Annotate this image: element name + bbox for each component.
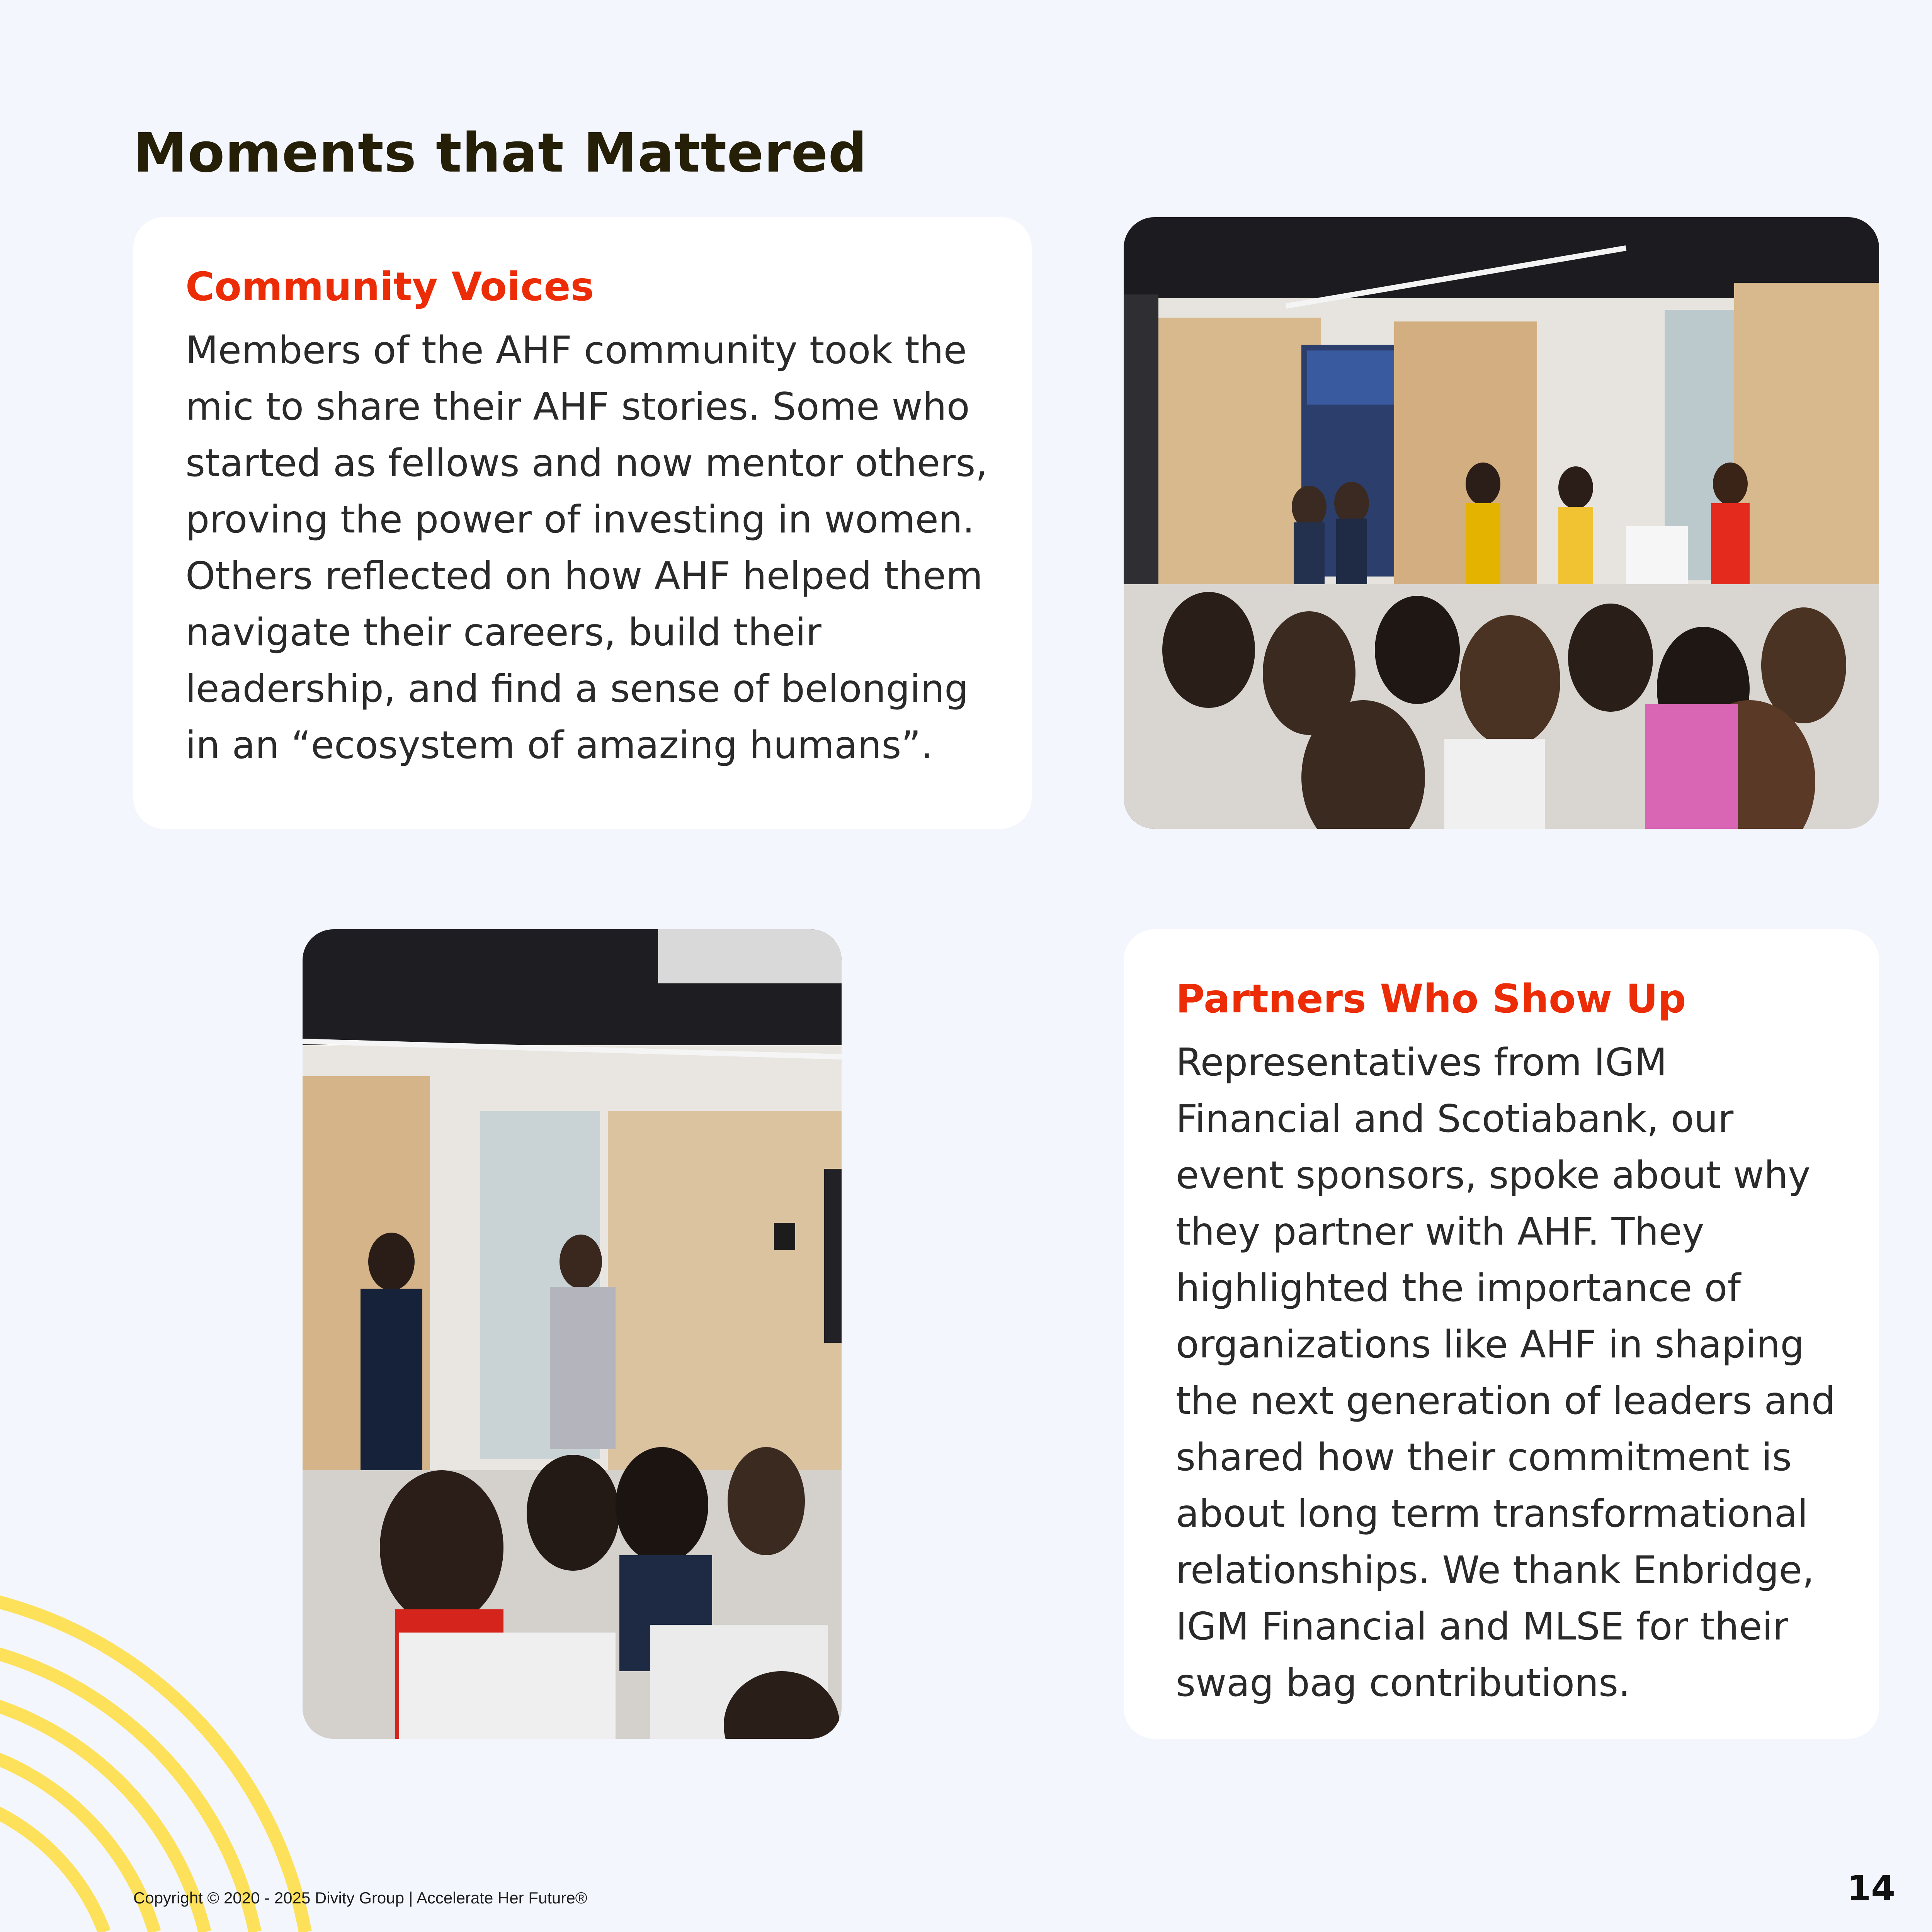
- decorative-arcs-graphic: [0, 1507, 386, 1932]
- partners-title: Partners Who Show Up: [1176, 976, 1686, 1022]
- community-voices-body: Members of the AHF community took the mic to share their AHF stories. Some who started as fellows and now mentor others, proving the power of investing in women. Others reflected on how AHF helped them navigate their careers, build their leadership, and find a sense of belonging in an “ecosystem of amazing humans”.: [185, 328, 988, 768]
- community-voices-card: [133, 217, 1032, 829]
- page-number: 14: [1847, 1868, 1895, 1909]
- footer-copyright: Copyright © 2020 - 2025 Divity Group | Accelerate Her Future®: [133, 1889, 587, 1907]
- panel-event-photo-illustration: [1124, 217, 1879, 829]
- page-title: Moments that Mattered: [133, 122, 867, 185]
- partners-body: Representatives from IGM Financial and Scotiabank, our event sponsors, spoke about why they partner with AHF. They highlighted the importance of organizations like AHF in shaping the next generation of leaders and shared how their commitment is about long term transformational relationships. We thank Enbridge, IGM Financial and MLSE for their swag bag contributions.: [1176, 1041, 1835, 1706]
- community-voices-title: Community Voices: [185, 264, 594, 310]
- partners-card: [1124, 929, 1879, 1739]
- panel-event-photo: [1124, 217, 1879, 829]
